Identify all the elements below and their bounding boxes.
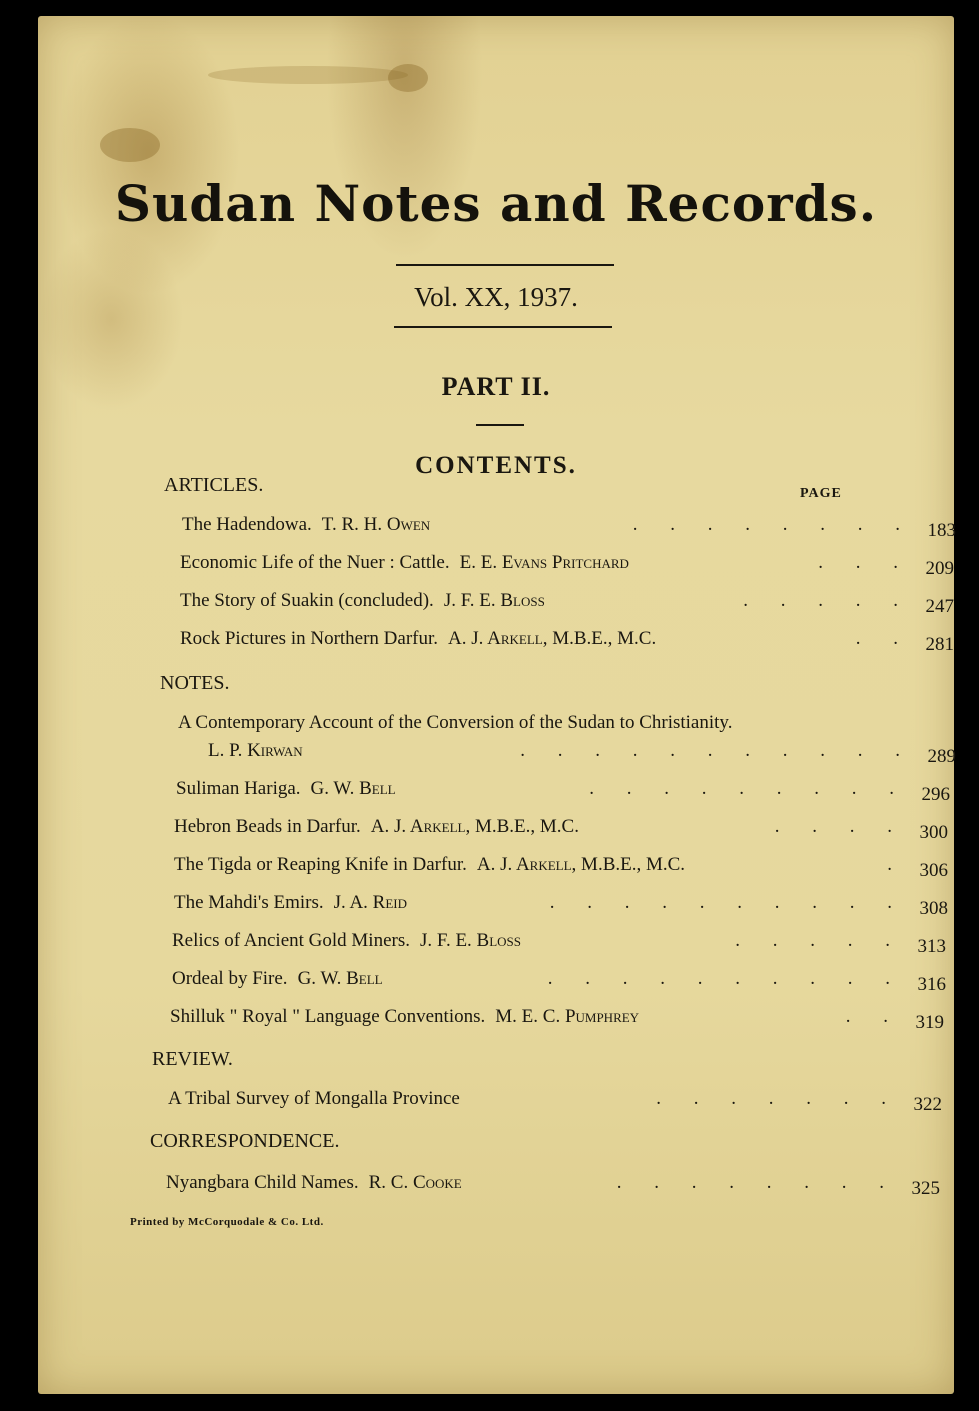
entry-title: The Hadendowa. bbox=[182, 514, 312, 535]
leader-dots: . . . . . . . . bbox=[632, 514, 914, 535]
entry-page: 316 bbox=[917, 974, 946, 995]
contents-heading: CONTENTS. bbox=[415, 452, 577, 479]
leader-dots: . . . . . bbox=[735, 930, 904, 951]
printer-imprint: Printed by McCorquodale & Co. Ltd. bbox=[130, 1216, 324, 1228]
entry-author: G. W. Bell bbox=[297, 968, 383, 989]
leader-dots: . . . . . bbox=[743, 590, 912, 611]
entry-page: 281 bbox=[925, 634, 954, 655]
entry-page: 209 bbox=[925, 558, 954, 579]
entry-author: J. F. E. Bloss bbox=[420, 930, 522, 951]
entry-title: Economic Life of the Nuer : Cattle. bbox=[180, 552, 450, 573]
entry-author: M. E. C. Pumphrey bbox=[495, 1006, 640, 1027]
entry-author: E. E. Evans Pritchard bbox=[459, 552, 629, 573]
toc-entry bbox=[180, 628, 954, 655]
section-heading-articles: ARTICLES. bbox=[164, 474, 264, 496]
toc-entry bbox=[172, 968, 946, 995]
toc-entry bbox=[166, 1172, 940, 1199]
divider-rule bbox=[476, 424, 524, 426]
part-label: PART II. bbox=[441, 372, 551, 401]
entry-title: The Mahdi's Emirs. bbox=[174, 892, 324, 913]
leader-dots: . . . . . . . . bbox=[616, 1172, 898, 1193]
toc-entry bbox=[170, 1006, 944, 1033]
toc-entry bbox=[180, 590, 954, 617]
entry-title: Shilluk " Royal " Language Conventions. bbox=[170, 1006, 486, 1027]
volume-label: Vol. XX, 1937. bbox=[414, 282, 578, 312]
toc-entry bbox=[174, 816, 948, 843]
entry-title: Suliman Hariga. bbox=[176, 778, 301, 799]
leader-dots: . . . . bbox=[774, 816, 906, 837]
entry-author: R. C. Cooke bbox=[368, 1172, 462, 1193]
leader-dots: . . bbox=[845, 1006, 902, 1027]
stain-mark bbox=[388, 64, 428, 92]
entry-page: 319 bbox=[915, 1012, 944, 1033]
entry-author: J. F. E. Bloss bbox=[443, 590, 545, 611]
leader-dots: . . . . . . . . . . . bbox=[520, 740, 914, 761]
entry-title: Nyangbara Child Names. bbox=[166, 1172, 359, 1193]
toc-entry bbox=[168, 1088, 942, 1115]
entry-title: Hebron Beads in Darfur. bbox=[174, 816, 361, 837]
toc-entry bbox=[176, 778, 950, 805]
entry-author: A. J. Arkell, M.B.E., M.C. bbox=[476, 854, 686, 875]
entry-page: 308 bbox=[919, 898, 948, 919]
leader-dots: . . . . . . . . . . bbox=[549, 892, 906, 913]
entry-page: 306 bbox=[919, 860, 948, 881]
journal-cover bbox=[38, 16, 954, 1394]
divider-rule bbox=[396, 264, 614, 266]
entry-page: 325 bbox=[911, 1178, 940, 1199]
entry-title: A Tribal Survey of Mongalla Province bbox=[168, 1088, 460, 1109]
entry-author: L. P. Kirwan bbox=[208, 740, 303, 761]
section-heading-correspondence: CORRESPONDENCE. bbox=[150, 1130, 340, 1152]
stain-mark bbox=[208, 66, 408, 84]
entry-page: 183 bbox=[927, 520, 956, 541]
entry-title: Relics of Ancient Gold Miners. bbox=[172, 930, 410, 951]
toc-entry bbox=[208, 740, 956, 767]
divider-rule bbox=[394, 326, 612, 328]
page-column-heading: PAGE bbox=[800, 486, 842, 501]
journal-title: Sudan Notes and Records. bbox=[114, 174, 878, 233]
entry-title: The Tigda or Reaping Knife in Darfur. bbox=[174, 854, 467, 875]
toc-entry bbox=[180, 552, 954, 579]
leader-dots: . bbox=[887, 854, 906, 875]
entry-author: A. J. Arkell, M.B.E., M.C. bbox=[448, 628, 657, 649]
entry-page: 300 bbox=[919, 822, 948, 843]
toc-entry bbox=[172, 930, 946, 957]
entry-page: 313 bbox=[917, 936, 946, 957]
entry-page: 247 bbox=[925, 596, 954, 617]
section-heading-review: REVIEW. bbox=[152, 1048, 233, 1070]
leader-dots: . . . bbox=[818, 552, 912, 573]
entry-page: 322 bbox=[913, 1094, 942, 1115]
entry-title: Rock Pictures in Northern Darfur. bbox=[180, 628, 439, 649]
toc-entry bbox=[182, 514, 956, 541]
toc-entry bbox=[174, 892, 948, 919]
toc-entry bbox=[174, 854, 948, 881]
entry-page: 289 bbox=[927, 746, 956, 767]
leader-dots: . . . . . . . . . bbox=[589, 778, 908, 799]
entry-title: A Contemporary Account of the Conversion of the Sudan to Christianity. bbox=[178, 712, 733, 733]
entry-title: The Story of Suakin (concluded). bbox=[180, 590, 434, 611]
leader-dots: . . bbox=[855, 628, 912, 649]
entry-title: Ordeal by Fire. bbox=[172, 968, 288, 989]
entry-page: 296 bbox=[921, 784, 950, 805]
entry-author: A. J. Arkell, M.B.E., M.C. bbox=[370, 816, 579, 837]
entry-author: T. R. H. Owen bbox=[321, 514, 431, 535]
section-heading-notes: NOTES. bbox=[160, 672, 230, 694]
leader-dots: . . . . . . . . . . bbox=[547, 968, 904, 989]
leader-dots: . . . . . . . bbox=[656, 1088, 900, 1109]
entry-author: G. W. Bell bbox=[310, 778, 396, 799]
entry-author: J. A. Reid bbox=[333, 892, 408, 913]
stain-mark bbox=[100, 128, 160, 162]
